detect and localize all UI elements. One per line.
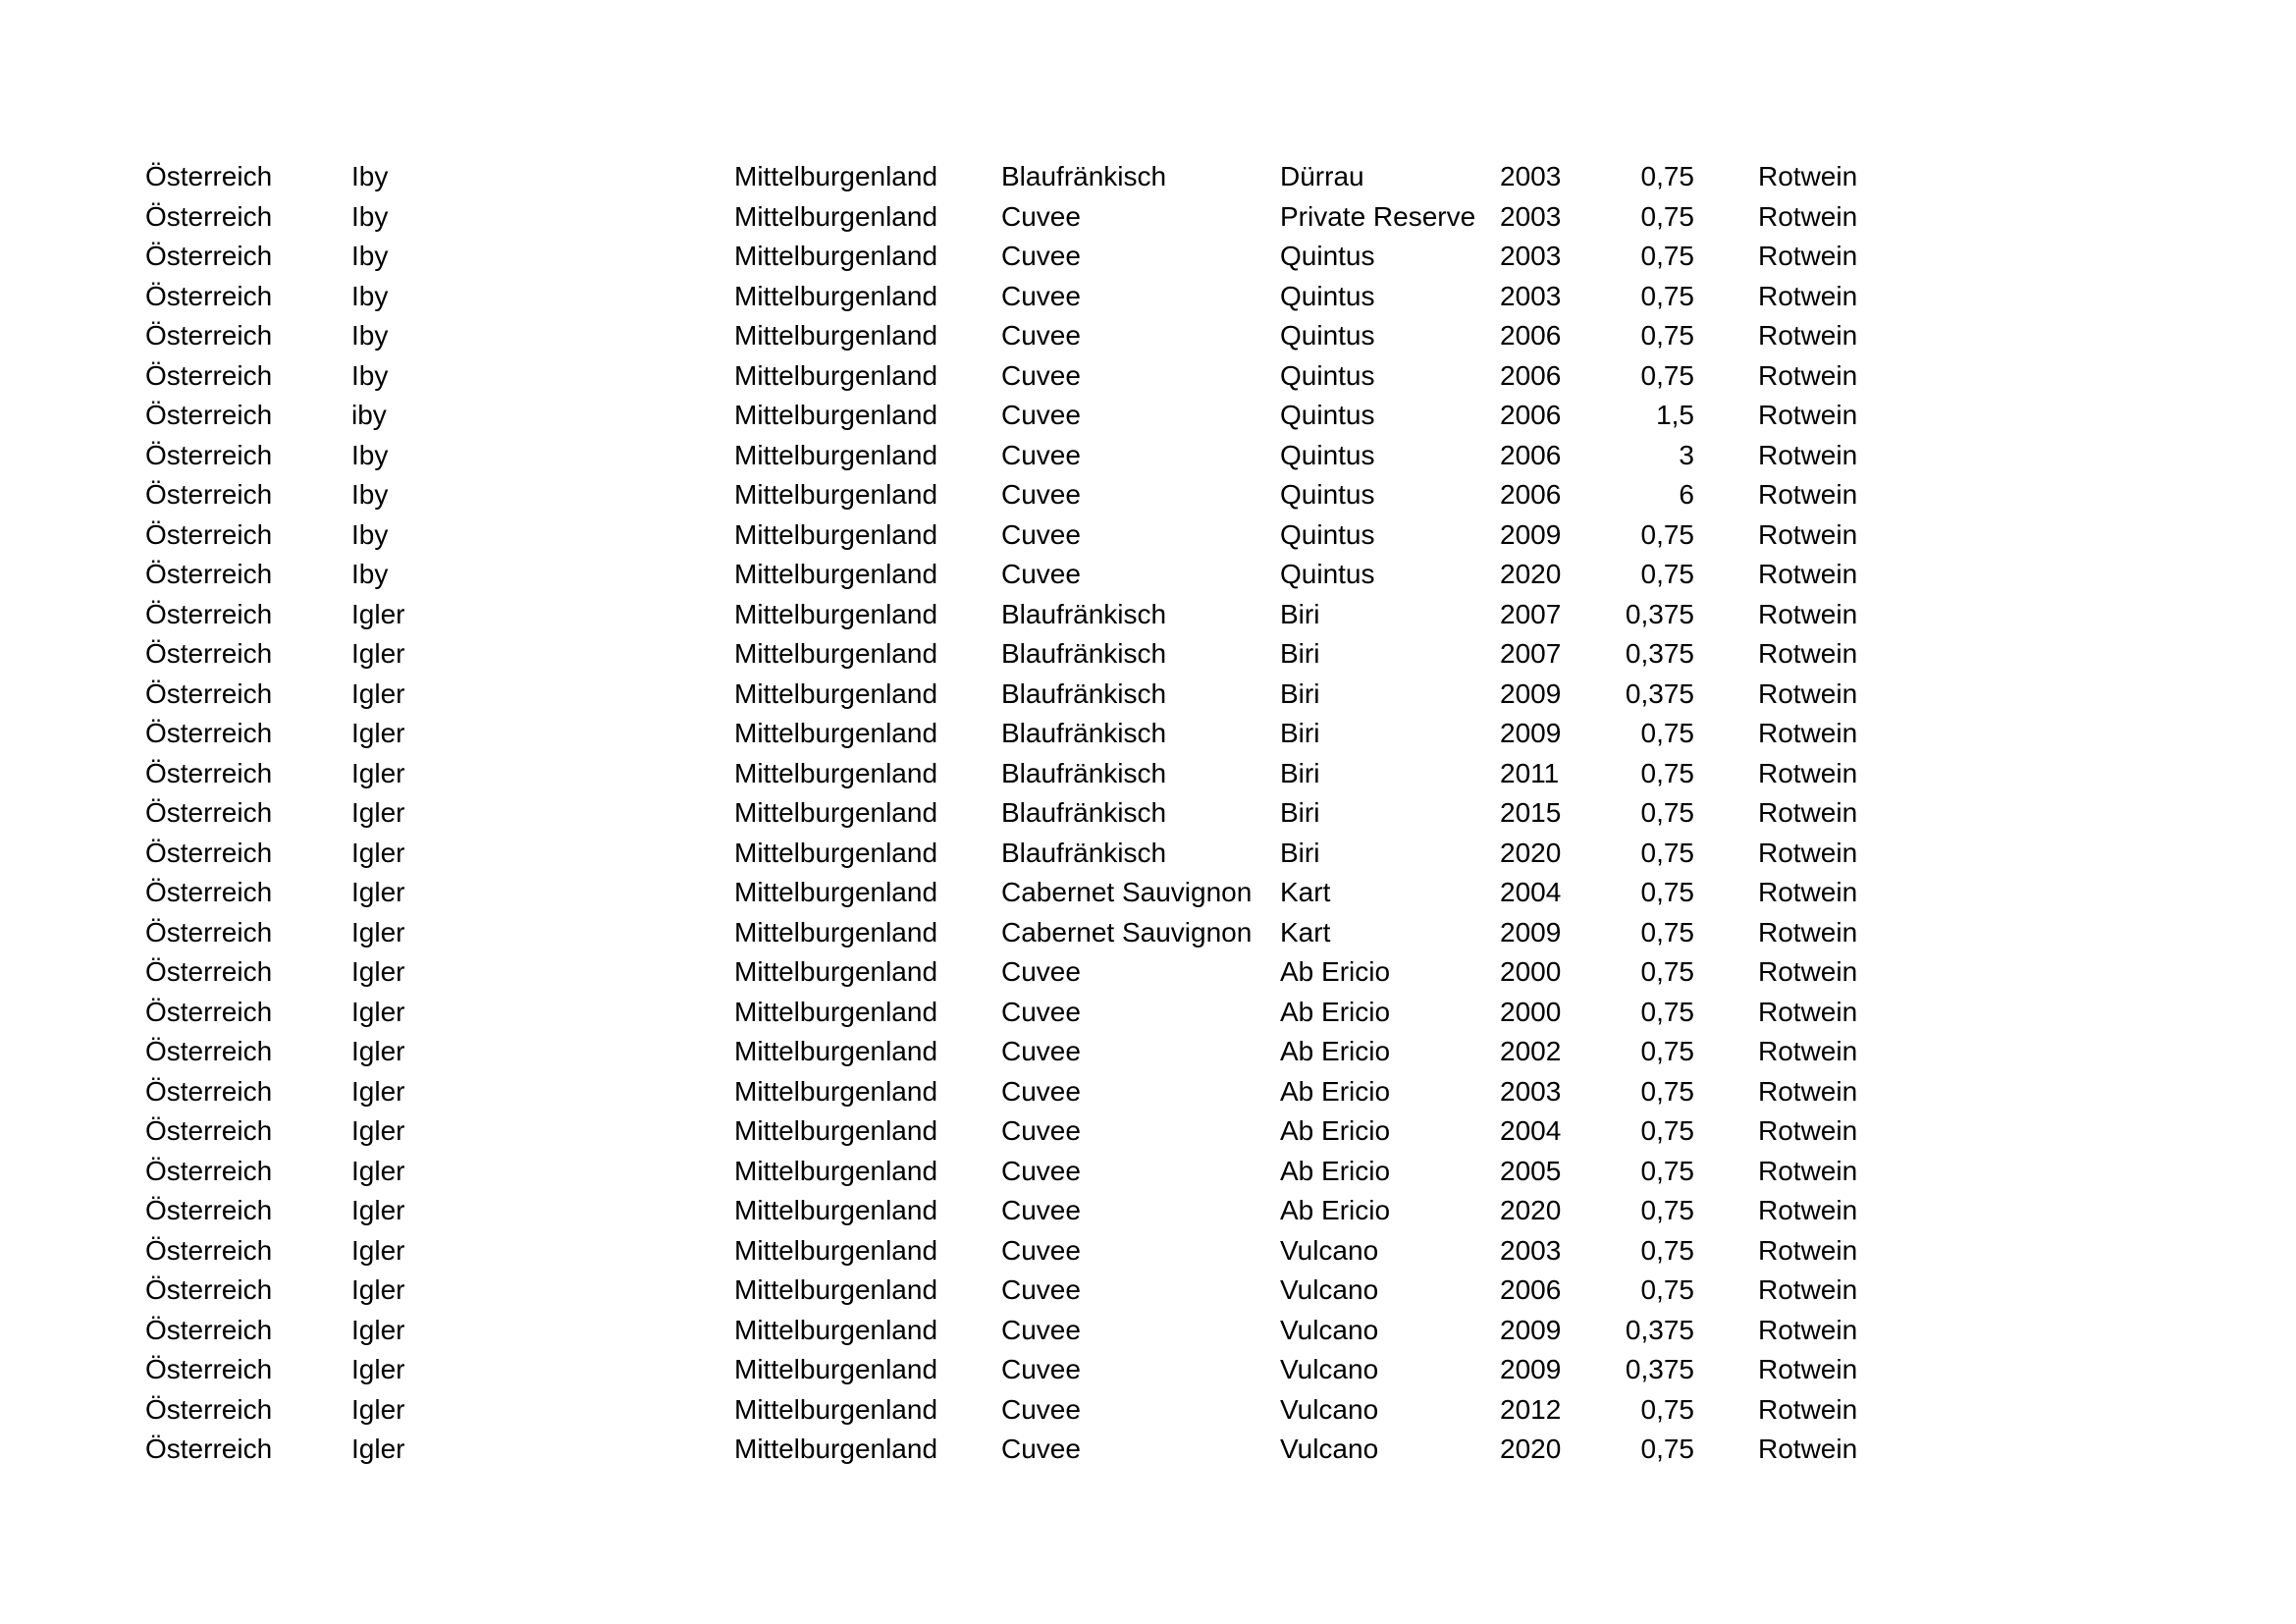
wine-type-cell: Rotwein (1758, 1195, 1858, 1225)
producer-cell: iby (351, 400, 387, 430)
bottle-size-cell: 0,75 (1640, 518, 1694, 550)
producer-cell: Igler (351, 1393, 405, 1425)
variety-cell: Cuvee (1001, 1115, 1081, 1146)
table-row (0, 436, 2296, 475)
region-cell: Mittelburgenland (734, 1234, 938, 1266)
vintage-cell: 2006 (1500, 1274, 1562, 1305)
producer-cell: Igler (351, 1075, 405, 1107)
vintage-cell: 2009 (1500, 1314, 1562, 1345)
bottle-size-cell: 0,75 (1640, 757, 1694, 788)
wine-name-cell: Quintus (1280, 359, 1375, 391)
wine-type-cell: Rotwein (1758, 1036, 1858, 1066)
producer-cell: Igler (351, 1115, 405, 1146)
vintage-cell: 2020 (1500, 1434, 1562, 1464)
bottle-size-cell: 0,75 (1640, 1195, 1694, 1225)
bottle-size-cell: 0,75 (1640, 559, 1694, 589)
country-cell: Österreich (145, 320, 273, 351)
region-cell: Mittelburgenland (734, 1195, 938, 1225)
table-row (0, 1350, 2296, 1389)
region-cell: Mittelburgenland (734, 956, 938, 987)
vintage-cell: 2009 (1500, 916, 1562, 947)
country-cell: Österreich (145, 797, 273, 828)
table-row (0, 1390, 2296, 1430)
vintage-cell: 2007 (1500, 598, 1562, 629)
variety-cell: Cuvee (1001, 1393, 1081, 1425)
country-cell: Österreich (145, 1274, 273, 1305)
producer-cell: Iby (351, 559, 389, 589)
producer-cell: Igler (351, 956, 405, 987)
country-cell: Österreich (145, 559, 273, 589)
region-cell: Mittelburgenland (734, 996, 938, 1027)
wine-name-cell: Biri (1280, 797, 1320, 828)
country-cell: Österreich (145, 996, 273, 1027)
table-row (0, 595, 2296, 634)
producer-cell: Igler (351, 757, 405, 788)
wine-type-cell: Rotwein (1758, 1274, 1858, 1305)
wine-name-cell: Quintus (1280, 439, 1375, 470)
variety-cell: Cuvee (1001, 1274, 1081, 1305)
wine-type-cell: Rotwein (1758, 757, 1858, 788)
region-cell: Mittelburgenland (734, 559, 938, 589)
country-cell: Österreich (145, 518, 273, 550)
wine-type-cell: Rotwein (1758, 916, 1858, 947)
bottle-size-cell: 0,75 (1640, 718, 1694, 748)
wine-name-cell: Biri (1280, 677, 1320, 709)
producer-cell: Iby (351, 200, 389, 232)
vintage-cell: 2006 (1500, 359, 1562, 391)
wine-type-cell: Rotwein (1758, 996, 1858, 1027)
country-cell: Österreich (145, 638, 273, 669)
bottle-size-cell: 0,75 (1640, 320, 1694, 351)
vintage-cell: 2009 (1500, 1354, 1562, 1384)
table-row (0, 913, 2296, 952)
variety-cell: Cuvee (1001, 1314, 1081, 1345)
variety-cell: Blaufränkisch (1001, 598, 1167, 629)
bottle-size-cell: 0,75 (1640, 241, 1694, 271)
country-cell: Österreich (145, 1314, 273, 1345)
wine-name-cell: Ab Ericio (1280, 1115, 1391, 1146)
producer-cell: Igler (351, 677, 405, 709)
wine-name-cell: Ab Ericio (1280, 956, 1391, 987)
wine-type-cell: Rotwein (1758, 598, 1858, 629)
wine-name-cell: Quintus (1280, 479, 1375, 510)
country-cell: Österreich (145, 241, 273, 271)
bottle-size-cell: 3 (1679, 439, 1694, 470)
bottle-size-cell: 0,75 (1640, 797, 1694, 828)
bottle-size-cell: 0,375 (1625, 638, 1694, 669)
wine-type-cell: Rotwein (1758, 1234, 1858, 1266)
country-cell: Österreich (145, 1195, 273, 1225)
vintage-cell: 2006 (1500, 320, 1562, 351)
bottle-size-cell: 6 (1679, 479, 1694, 510)
variety-cell: Blaufränkisch (1001, 677, 1167, 709)
vintage-cell: 2009 (1500, 718, 1562, 748)
producer-cell: Igler (351, 1274, 405, 1305)
bottle-size-cell: 0,75 (1640, 200, 1694, 232)
variety-cell: Blaufränkisch (1001, 797, 1167, 828)
table-row (0, 873, 2296, 912)
country-cell: Österreich (145, 161, 273, 191)
producer-cell: Iby (351, 439, 389, 470)
region-cell: Mittelburgenland (734, 598, 938, 629)
wine-type-cell: Rotwein (1758, 241, 1858, 271)
table-row (0, 396, 2296, 435)
bottle-size-cell: 0,75 (1640, 1234, 1694, 1266)
wine-name-cell: Biri (1280, 598, 1320, 629)
variety-cell: Cuvee (1001, 439, 1081, 470)
region-cell: Mittelburgenland (734, 280, 938, 311)
wine-type-cell: Rotwein (1758, 638, 1858, 669)
producer-cell: Igler (351, 1354, 405, 1384)
wine-name-cell: Dürrau (1280, 161, 1364, 191)
country-cell: Österreich (145, 400, 273, 430)
producer-cell: Igler (351, 916, 405, 947)
bottle-size-cell: 0,75 (1640, 916, 1694, 947)
table-row (0, 197, 2296, 237)
wine-type-cell: Rotwein (1758, 837, 1858, 868)
region-cell: Mittelburgenland (734, 1314, 938, 1345)
vintage-cell: 2003 (1500, 241, 1562, 271)
variety-cell: Cuvee (1001, 200, 1081, 232)
vintage-cell: 2003 (1500, 1234, 1562, 1266)
wine-type-cell: Rotwein (1758, 200, 1858, 232)
region-cell: Mittelburgenland (734, 1115, 938, 1146)
vintage-cell: 2009 (1500, 518, 1562, 550)
wine-name-cell: Kart (1280, 916, 1331, 947)
variety-cell: Blaufränkisch (1001, 718, 1167, 748)
wine-type-cell: Rotwein (1758, 1354, 1858, 1384)
bottle-size-cell: 0,375 (1625, 1314, 1694, 1345)
country-cell: Österreich (145, 1036, 273, 1066)
wine-name-cell: Biri (1280, 718, 1320, 748)
country-cell: Österreich (145, 916, 273, 947)
vintage-cell: 2012 (1500, 1393, 1562, 1425)
country-cell: Österreich (145, 1075, 273, 1107)
bottle-size-cell: 0,75 (1640, 837, 1694, 868)
wine-name-cell: Ab Ericio (1280, 1036, 1391, 1066)
producer-cell: Igler (351, 1195, 405, 1225)
producer-cell: Igler (351, 638, 405, 669)
wine-name-cell: Quintus (1280, 559, 1375, 589)
producer-cell: Igler (351, 996, 405, 1027)
wine-name-cell: Ab Ericio (1280, 1075, 1391, 1107)
wine-type-cell: Rotwein (1758, 400, 1858, 430)
producer-cell: Igler (351, 598, 405, 629)
variety-cell: Cabernet Sauvignon (1001, 877, 1253, 907)
vintage-cell: 2002 (1500, 1036, 1562, 1066)
variety-cell: Cabernet Sauvignon (1001, 916, 1253, 947)
country-cell: Österreich (145, 280, 273, 311)
wine-type-cell: Rotwein (1758, 677, 1858, 709)
producer-cell: Iby (351, 479, 389, 510)
wine-name-cell: Kart (1280, 877, 1331, 907)
region-cell: Mittelburgenland (734, 1155, 938, 1186)
wine-name-cell: Private Reserve (1280, 200, 1476, 232)
bottle-size-cell: 0,75 (1640, 1155, 1694, 1186)
country-cell: Österreich (145, 956, 273, 987)
region-cell: Mittelburgenland (734, 1036, 938, 1066)
country-cell: Österreich (145, 1234, 273, 1266)
table-row (0, 475, 2296, 514)
country-cell: Österreich (145, 837, 273, 868)
table-row (0, 356, 2296, 396)
variety-cell: Cuvee (1001, 479, 1081, 510)
country-cell: Österreich (145, 439, 273, 470)
region-cell: Mittelburgenland (734, 837, 938, 868)
bottle-size-cell: 0,75 (1640, 1393, 1694, 1425)
table-row (0, 1430, 2296, 1469)
vintage-cell: 2005 (1500, 1155, 1562, 1186)
variety-cell: Cuvee (1001, 359, 1081, 391)
wine-type-cell: Rotwein (1758, 1155, 1858, 1186)
region-cell: Mittelburgenland (734, 797, 938, 828)
variety-cell: Cuvee (1001, 400, 1081, 430)
vintage-cell: 2004 (1500, 1115, 1562, 1146)
wine-type-cell: Rotwein (1758, 280, 1858, 311)
table-row (0, 1072, 2296, 1111)
vintage-cell: 2000 (1500, 956, 1562, 987)
table-row (0, 1311, 2296, 1350)
variety-cell: Cuvee (1001, 320, 1081, 351)
wine-name-cell: Ab Ericio (1280, 1195, 1391, 1225)
wine-type-cell: Rotwein (1758, 1075, 1858, 1107)
producer-cell: Igler (351, 1155, 405, 1186)
variety-cell: Cuvee (1001, 1195, 1081, 1225)
vintage-cell: 2003 (1500, 161, 1562, 191)
vintage-cell: 2020 (1500, 559, 1562, 589)
vintage-cell: 2020 (1500, 1195, 1562, 1225)
region-cell: Mittelburgenland (734, 439, 938, 470)
wine-name-cell: Quintus (1280, 280, 1375, 311)
producer-cell: Iby (351, 280, 389, 311)
vintage-cell: 2006 (1500, 479, 1562, 510)
wine-name-cell: Vulcano (1280, 1234, 1379, 1266)
table-row (0, 952, 2296, 992)
region-cell: Mittelburgenland (734, 1354, 938, 1384)
country-cell: Österreich (145, 479, 273, 510)
vintage-cell: 2009 (1500, 677, 1562, 709)
variety-cell: Blaufränkisch (1001, 837, 1167, 868)
region-cell: Mittelburgenland (734, 677, 938, 709)
producer-cell: Igler (351, 1314, 405, 1345)
wine-name-cell: Quintus (1280, 320, 1375, 351)
wine-type-cell: Rotwein (1758, 1393, 1858, 1425)
region-cell: Mittelburgenland (734, 877, 938, 907)
producer-cell: Iby (351, 161, 389, 191)
country-cell: Österreich (145, 877, 273, 907)
producer-cell: Iby (351, 320, 389, 351)
wine-type-cell: Rotwein (1758, 1314, 1858, 1345)
wine-name-cell: Vulcano (1280, 1274, 1379, 1305)
vintage-cell: 2006 (1500, 439, 1562, 470)
wine-name-cell: Vulcano (1280, 1354, 1379, 1384)
vintage-cell: 2004 (1500, 877, 1562, 907)
table-row (0, 754, 2296, 793)
variety-cell: Blaufränkisch (1001, 161, 1167, 191)
variety-cell: Cuvee (1001, 1354, 1081, 1384)
vintage-cell: 2007 (1500, 638, 1562, 669)
vintage-cell: 2003 (1500, 1075, 1562, 1107)
bottle-size-cell: 0,375 (1625, 1354, 1694, 1384)
variety-cell: Cuvee (1001, 1434, 1081, 1464)
table-row (0, 1231, 2296, 1271)
wine-name-cell: Vulcano (1280, 1393, 1379, 1425)
table-row (0, 237, 2296, 276)
region-cell: Mittelburgenland (734, 518, 938, 550)
table-row (0, 634, 2296, 674)
region-cell: Mittelburgenland (734, 1075, 938, 1107)
bottle-size-cell: 0,75 (1640, 359, 1694, 391)
wine-type-cell: Rotwein (1758, 956, 1858, 987)
region-cell: Mittelburgenland (734, 479, 938, 510)
wine-name-cell: Vulcano (1280, 1434, 1379, 1464)
wine-type-cell: Rotwein (1758, 559, 1858, 589)
region-cell: Mittelburgenland (734, 1434, 938, 1464)
wine-type-cell: Rotwein (1758, 359, 1858, 391)
vintage-cell: 2020 (1500, 837, 1562, 868)
producer-cell: Igler (351, 718, 405, 748)
table-row (0, 277, 2296, 316)
producer-cell: Igler (351, 1234, 405, 1266)
bottle-size-cell: 0,75 (1640, 1274, 1694, 1305)
country-cell: Österreich (145, 359, 273, 391)
wine-type-cell: Rotwein (1758, 718, 1858, 748)
variety-cell: Cuvee (1001, 1155, 1081, 1186)
wine-name-cell: Quintus (1280, 241, 1375, 271)
region-cell: Mittelburgenland (734, 200, 938, 232)
producer-cell: Igler (351, 797, 405, 828)
wine-name-cell: Vulcano (1280, 1314, 1379, 1345)
bottle-size-cell: 0,75 (1640, 1036, 1694, 1066)
table-row (0, 993, 2296, 1032)
table-row (0, 515, 2296, 555)
region-cell: Mittelburgenland (734, 638, 938, 669)
region-cell: Mittelburgenland (734, 161, 938, 191)
bottle-size-cell: 0,75 (1640, 1434, 1694, 1464)
table-row (0, 834, 2296, 873)
region-cell: Mittelburgenland (734, 359, 938, 391)
bottle-size-cell: 0,75 (1640, 1115, 1694, 1146)
wine-name-cell: Ab Ericio (1280, 1155, 1391, 1186)
producer-cell: Iby (351, 241, 389, 271)
country-cell: Österreich (145, 1393, 273, 1425)
country-cell: Österreich (145, 1155, 273, 1186)
producer-cell: Igler (351, 837, 405, 868)
bottle-size-cell: 0,75 (1640, 996, 1694, 1027)
vintage-cell: 2000 (1500, 996, 1562, 1027)
variety-cell: Cuvee (1001, 1075, 1081, 1107)
wine-name-cell: Biri (1280, 837, 1320, 868)
variety-cell: Cuvee (1001, 280, 1081, 311)
variety-cell: Cuvee (1001, 241, 1081, 271)
region-cell: Mittelburgenland (734, 1393, 938, 1425)
variety-cell: Cuvee (1001, 518, 1081, 550)
wine-type-cell: Rotwein (1758, 161, 1858, 191)
country-cell: Österreich (145, 598, 273, 629)
wine-name-cell: Biri (1280, 757, 1320, 788)
producer-cell: Igler (351, 877, 405, 907)
region-cell: Mittelburgenland (734, 1274, 938, 1305)
producer-cell: Igler (351, 1434, 405, 1464)
region-cell: Mittelburgenland (734, 916, 938, 947)
variety-cell: Cuvee (1001, 996, 1081, 1027)
wine-name-cell: Ab Ericio (1280, 996, 1391, 1027)
producer-cell: Iby (351, 518, 389, 550)
wine-type-cell: Rotwein (1758, 479, 1858, 510)
variety-cell: Blaufränkisch (1001, 757, 1167, 788)
region-cell: Mittelburgenland (734, 718, 938, 748)
table-row (0, 1152, 2296, 1191)
wine-name-cell: Quintus (1280, 518, 1375, 550)
vintage-cell: 2015 (1500, 797, 1562, 828)
table-row (0, 675, 2296, 714)
table-row (0, 1032, 2296, 1071)
wine-name-cell: Quintus (1280, 400, 1375, 430)
variety-cell: Cuvee (1001, 1234, 1081, 1266)
table-row (0, 1191, 2296, 1230)
variety-cell: Blaufränkisch (1001, 638, 1167, 669)
wine-type-cell: Rotwein (1758, 877, 1858, 907)
vintage-cell: 2003 (1500, 280, 1562, 311)
vintage-cell: 2011 (1500, 757, 1560, 788)
country-cell: Österreich (145, 200, 273, 232)
vintage-cell: 2003 (1500, 200, 1562, 232)
table-row (0, 793, 2296, 833)
wine-type-cell: Rotwein (1758, 1434, 1858, 1464)
table-row (0, 1111, 2296, 1151)
bottle-size-cell: 0,75 (1640, 280, 1694, 311)
wine-type-cell: Rotwein (1758, 439, 1858, 470)
variety-cell: Cuvee (1001, 1036, 1081, 1066)
vintage-cell: 2006 (1500, 400, 1562, 430)
wine-type-cell: Rotwein (1758, 320, 1858, 351)
bottle-size-cell: 0,375 (1625, 677, 1694, 709)
country-cell: Österreich (145, 677, 273, 709)
bottle-size-cell: 0,75 (1640, 956, 1694, 987)
table-row (0, 157, 2296, 196)
region-cell: Mittelburgenland (734, 320, 938, 351)
wine-type-cell: Rotwein (1758, 1115, 1858, 1146)
country-cell: Österreich (145, 1115, 273, 1146)
region-cell: Mittelburgenland (734, 400, 938, 430)
region-cell: Mittelburgenland (734, 757, 938, 788)
country-cell: Österreich (145, 1354, 273, 1384)
producer-cell: Iby (351, 359, 389, 391)
table-row (0, 714, 2296, 753)
table-row (0, 316, 2296, 355)
wine-type-cell: Rotwein (1758, 518, 1858, 550)
variety-cell: Cuvee (1001, 559, 1081, 589)
table-row (0, 1271, 2296, 1310)
wine-name-cell: Biri (1280, 638, 1320, 669)
region-cell: Mittelburgenland (734, 241, 938, 271)
wine-type-cell: Rotwein (1758, 797, 1858, 828)
country-cell: Österreich (145, 718, 273, 748)
bottle-size-cell: 0,375 (1625, 598, 1694, 629)
bottle-size-cell: 0,75 (1640, 161, 1694, 191)
table-row (0, 555, 2296, 594)
country-cell: Österreich (145, 757, 273, 788)
variety-cell: Cuvee (1001, 956, 1081, 987)
bottle-size-cell: 1,5 (1656, 400, 1694, 430)
bottle-size-cell: 0,75 (1640, 1075, 1694, 1107)
country-cell: Österreich (145, 1434, 273, 1464)
bottle-size-cell: 0,75 (1640, 877, 1694, 907)
producer-cell: Igler (351, 1036, 405, 1066)
